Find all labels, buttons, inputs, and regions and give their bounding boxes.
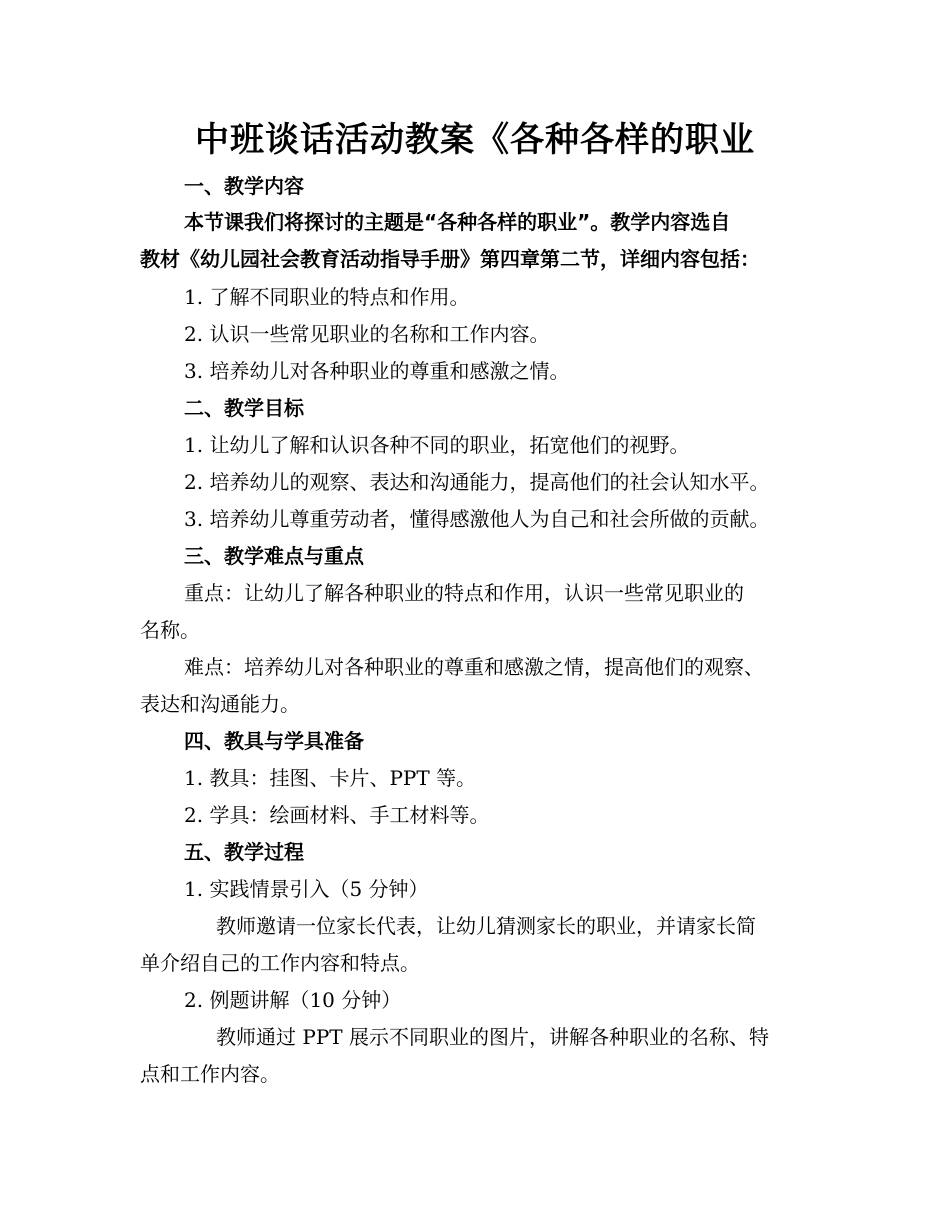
- list-item: 2. 例题讲解（10 分钟）: [184, 988, 402, 1012]
- page-title: 中班谈话活动教案《各种各样的职业: [195, 120, 755, 160]
- list-item: 1. 让幼儿了解和认识各种不同的职业，拓宽他们的视野。: [184, 433, 690, 457]
- section-heading-goals: 二、教学目标: [184, 396, 304, 420]
- list-item: 3. 培养幼儿对各种职业的尊重和感激之情。: [184, 359, 570, 383]
- paragraph-line: 难点：培养幼儿对各种职业的尊重和感激之情，提高他们的观察、: [184, 655, 764, 679]
- list-item: 1. 教具：挂图、卡片、PPT 等。: [184, 766, 477, 790]
- section-heading-key-points: 三、教学难点与重点: [184, 544, 364, 568]
- section-heading-content: 一、教学内容: [184, 174, 304, 198]
- list-item: 1. 实践情景引入（5 分钟）: [184, 877, 429, 901]
- paragraph-line: 教师通过 PPT 展示不同职业的图片，讲解各种职业的名称、特: [216, 1025, 769, 1049]
- list-item: 2. 认识一些常见职业的名称和工作内容。: [184, 322, 550, 346]
- paragraph-line: 名称。: [140, 618, 200, 642]
- list-item: 2. 学具：绘画材料、手工材料等。: [184, 803, 490, 827]
- list-item: 2. 培养幼儿的观察、表达和沟通能力，提高他们的社会认知水平。: [184, 470, 770, 494]
- paragraph-line: 点和工作内容。: [140, 1062, 280, 1086]
- list-item: 1. 了解不同职业的特点和作用。: [184, 285, 470, 309]
- section-heading-materials: 四、教具与学具准备: [184, 729, 364, 753]
- paragraph-line: 重点：让幼儿了解各种职业的特点和作用，认识一些常见职业的: [184, 581, 744, 605]
- list-item: 3. 培养幼儿尊重劳动者，懂得感激他人为自己和社会所做的贡献。: [184, 507, 770, 531]
- paragraph-line: 本节课我们将探讨的主题是“各种各样的职业”。教学内容选自: [184, 210, 731, 234]
- paragraph-line: 教材《幼儿园社会教育活动指导手册》第四章第二节，详细内容包括：: [140, 247, 760, 271]
- section-heading-process: 五、教学过程: [184, 840, 304, 864]
- paragraph-line: 单介绍自己的工作内容和特点。: [140, 951, 420, 975]
- paragraph-line: 表达和沟通能力。: [140, 692, 300, 716]
- paragraph-line: 教师邀请一位家长代表，让幼儿猜测家长的职业，并请家长简: [216, 914, 756, 938]
